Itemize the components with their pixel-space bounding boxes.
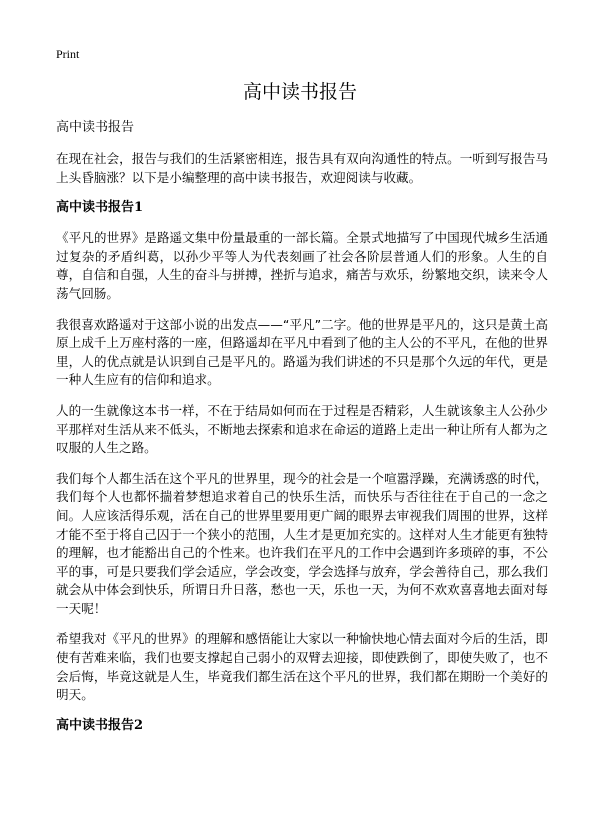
section-1-paragraph-2: 我很喜欢路遥对于这部小说的出发点——“平凡”二字。他的世界是平凡的，这只是黄土高原上成千上万座村落的一座，但路遥却在平凡中看到了他的主人公的不平凡，在他的世界里，人的优点就是认识到自己是平凡的。路遥为我们讲述的不只是那个久远的年代，更是一种人生应有的信仰和追求。 <box>56 316 548 388</box>
intro-paragraph: 在现在社会，报告与我们的生活紧密相连，报告具有双向沟通性的特点。一听到写报告马上头昏脑涨？以下是小编整理的高中读书报告，欢迎阅读与收藏。 <box>56 151 548 185</box>
section-1-paragraph-3: 人的一生就像这本书一样，不在于结局如何而在于过程是否精彩，人生就该象主人公孙少平那样对生活从来不低头，不断地去探索和追求在命运的道路上走出一种让所有人都为之叹服的人生之路。 <box>56 402 548 456</box>
section-heading-2: 高中读书报告2 <box>56 717 144 733</box>
document-subtitle: 高中读书报告 <box>56 120 135 135</box>
document-body <box>56 150 548 747</box>
section-1-paragraph-4: 我们每个人都生活在这个平凡的世界里，现今的社会是一个喧嚣浮躁，充满诱惑的时代，我们每个人也都怀揣着梦想追求着自己的快乐生活，而快乐与否往往在于自己的一念之间。人应该活得乐观，活在自己的世界里要用更广阔的眼界去审视我们周围的世界，这样才能不至于将自己囚于一个狭小的范围，人生才是更加充实的。这样对人生才能更有独特的理解，也才能豁出自己的个性来。也许我们在平凡的工作中会遇到许多琐碎的事，不公平的事，可是只要我们学会适应，学会改变，学会选择与放弃，学会善待自己，那么我们就会从中体会到快乐，所谓日升日落，愁也一天，乐也一天，为何不欢欢喜喜地去面对每一天呢！ <box>56 470 548 616</box>
page-title: 高中读书报告 <box>242 81 357 103</box>
section-1-paragraph-5: 希望我对《平凡的世界》的理解和感悟能让大家以一种愉快地心情去面对今后的生活，即使有苦难来临，我们也要支撑起自己弱小的双臂去迎接，即使跌倒了，即使失败了，也不会后悔，毕竟这就是人生，毕竟我们都生活在这个平凡的世界，我们都在期盼一个美好的明天。 <box>56 631 548 703</box>
print-link[interactable]: Print <box>56 47 80 61</box>
section-1-paragraph-1: 《平凡的世界》是路遥文集中份量最重的一部长篇。全景式地描写了中国现代城乡生活通过复杂的矛盾纠葛，以孙少平等人为代表刻画了社会各阶层普通人们的形象。人生的自尊，自信和自强，人生的奋斗与拼搏，挫折与追求，痛苦与欢乐，纷繁地交织，读来令人荡气回肠。 <box>56 230 548 301</box>
section-heading-1: 高中读书报告1 <box>56 200 144 216</box>
